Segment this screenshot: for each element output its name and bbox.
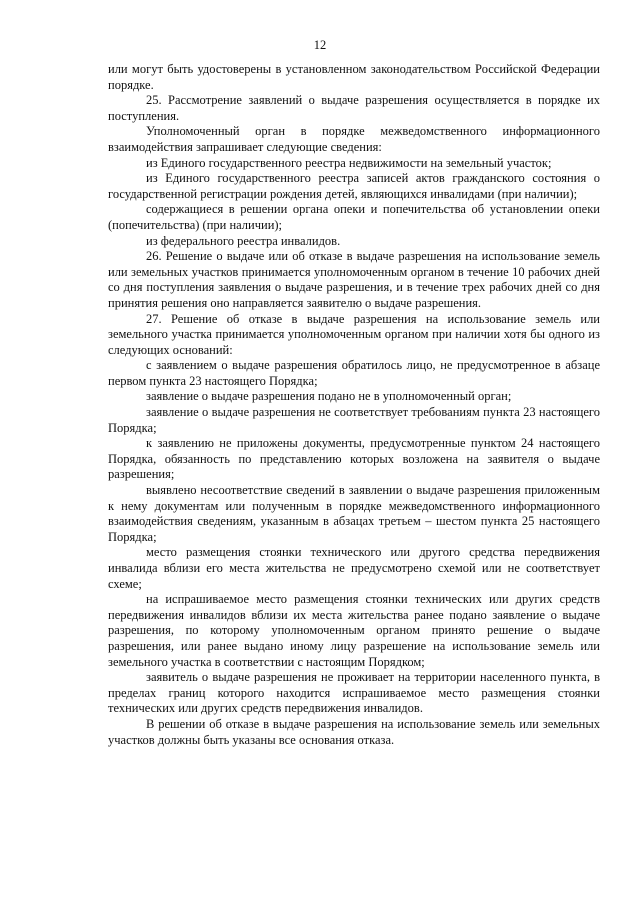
paragraph: заявление о выдаче разрешения не соответствует требованиям пункта 23 настоящего Порядка; bbox=[108, 405, 600, 435]
paragraph: заявитель о выдаче разрешения не проживает на территории населенного пункта, в пределах границ которого находится испрашиваемое место размещения стоянки технических или других средств передвижения инвалидов. bbox=[108, 670, 600, 716]
paragraph: или могут быть удостоверены в установленном законодательством Российской Федерации порядке. bbox=[108, 62, 600, 92]
paragraph: Уполномоченный орган в порядке межведомственного информационного взаимодействия запрашивает следующие сведения: bbox=[108, 124, 600, 154]
paragraph: В решении об отказе в выдаче разрешения на использование земель или земельных участков должны быть указаны все основания отказа. bbox=[108, 716, 600, 747]
page-number: 12 bbox=[313, 38, 327, 52]
paragraph: место размещения стоянки технического или другого средства передвижения инвалида вблизи его места жительства не предусмотрено схемой или не соответствует схеме; bbox=[108, 545, 600, 591]
paragraph: 27. Решение об отказе в выдаче разрешения на использование земель или земельного участка принимается уполномоченным органом при наличии хотя бы одного из следующих оснований: bbox=[108, 311, 600, 357]
paragraph: 25. Рассмотрение заявлений о выдаче разрешения осуществляется в порядке их поступления. bbox=[108, 93, 600, 123]
paragraph: из федерального реестра инвалидов. bbox=[146, 233, 341, 248]
paragraph: содержащиеся в решении органа опеки и попечительства об установлении опеки (попечительства) (при наличии); bbox=[108, 202, 600, 232]
paragraph: из Единого государственного реестра недвижимости на земельный участок; bbox=[146, 155, 552, 170]
paragraph: на испрашиваемое место размещения стоянки технических или других средств передвижения инвалидов вблизи их места жительства ранее подано заявление о выдаче разрешения, по которому уполномоченным органом принято решение о выдаче разрешения, или ранее выдано иному лицу разрешение на использование земель или земельного участка в соответствии с настоящим Порядком; bbox=[108, 592, 600, 669]
paragraph: с заявлением о выдаче разрешения обратилось лицо, не предусмотренное в абзаце первом пункта 23 настоящего Порядка; bbox=[108, 358, 600, 388]
document-body bbox=[108, 62, 600, 748]
paragraph: из Единого государственного реестра записей актов гражданского состояния о государственной регистрации рождения детей, являющихся инвалидами (при наличии); bbox=[108, 171, 600, 201]
paragraph: заявление о выдаче разрешения подано не в уполномоченный орган; bbox=[146, 389, 512, 404]
paragraph: выявлено несоответствие сведений в заявлении о выдаче разрешения приложенным к нему документам или полученным в порядке межведомственного информационного взаимодействия сведениям, указанным в абзацах третьем – шестом пункта 25 настоящего Порядка; bbox=[108, 483, 600, 544]
paragraph: 26. Решение о выдаче или об отказе в выдаче разрешения на использование земель или земельных участков принимается уполномоченным органом в течение 10 рабочих дней со дня поступления заявления о выдаче разрешения, и в течение трех рабочих дней со дня принятия решения оно направляется заявителю о выдаче разрешения. bbox=[108, 249, 600, 310]
paragraph: к заявлению не приложены документы, предусмотренные пунктом 24 настоящего Порядка, обязанность по представлению которых возложена на заявителя о выдаче разрешения; bbox=[108, 436, 600, 482]
